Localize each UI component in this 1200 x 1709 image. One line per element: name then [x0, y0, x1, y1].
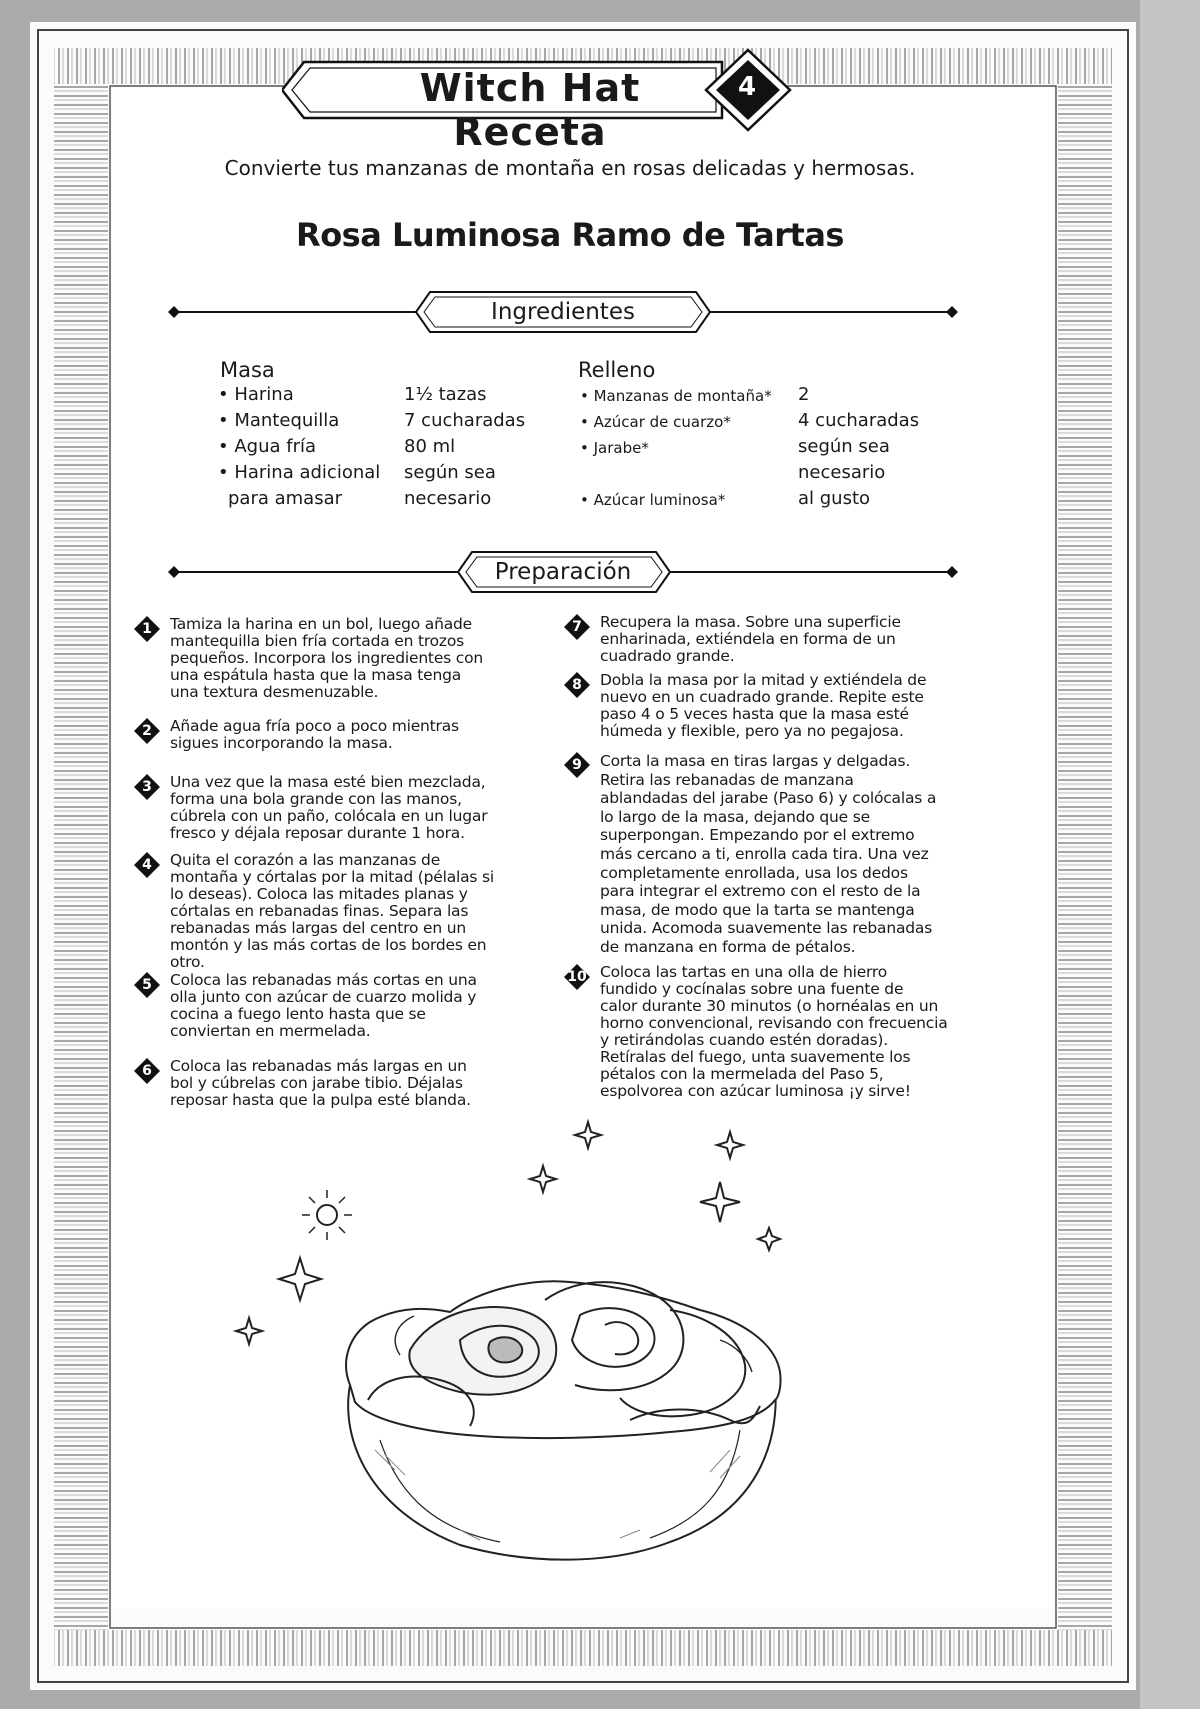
relleno-heading: Relleno	[578, 358, 656, 382]
masa-item-name: • Harina	[218, 384, 294, 405]
step	[564, 614, 1014, 670]
relleno-item-name: • Jarabe*	[580, 439, 649, 457]
relleno-item-name: • Manzanas de montaña*	[580, 387, 772, 405]
step-number: 10	[567, 969, 587, 985]
recipe-series-title: Witch Hat Receta	[419, 66, 641, 154]
step	[134, 774, 564, 846]
step-text: Añade agua fría poco a poco mientras sigues incorporando la masa.	[170, 717, 459, 752]
relleno-item-qty: según sea	[798, 436, 890, 457]
step	[134, 616, 564, 706]
title-banner	[282, 48, 796, 154]
step-text: Dobla la masa por la mitad y extiéndela de nuevo en un cuadrado grande. Repite este paso 4 o 5 veces hasta que la masa esté húmeda y flexible, pero ya no pegajosa.	[600, 671, 927, 740]
step-number: 1	[142, 621, 152, 637]
masa-item-name-cont: para amasar	[228, 488, 343, 509]
step-number: 3	[142, 779, 152, 795]
masa-item-name: • Harina adicional	[218, 462, 381, 483]
masa-item-qty: según sea	[404, 462, 496, 483]
masa-item-name: • Agua fría	[218, 436, 317, 457]
step-number-badge	[134, 774, 160, 800]
page-edge	[1140, 0, 1200, 1709]
step	[134, 972, 564, 1044]
step	[134, 852, 564, 976]
step-number-badge	[134, 852, 160, 878]
masa-item-qty: 80 ml	[404, 436, 456, 457]
recipe-intro: Convierte tus manzanas de montaña en rosas delicadas y hermosas.	[224, 156, 916, 180]
step-number-badge	[564, 752, 590, 778]
step-text: Coloca las tartas en una olla de hierro fundido y cocínalas sobre una fuente de calor durante 30 minutos (o hornéalas en un horno convencional, revisando con frecuencia y retirándolas cuando estén doradas). Retíralas del fuego, unta suavemente los pétalos con la mermelada del Paso 5, espolvorea con azúcar luminosa ¡y sirve!	[600, 963, 948, 1100]
preparation-heading: Preparación	[494, 559, 632, 585]
recipe-name: Rosa Luminosa Ramo de Tartas	[296, 216, 844, 254]
step-text: Corta la masa en tiras largas y delgadas. Retira las rebanadas de manzana ablandadas del jarabe (Paso 6) y colócalas a lo largo de la masa, dejando que se superpongan. Empezando por el extremo más cercano a ti, enrolla cada tira. Una vez completamente enrollada, usa los dedos para integrar el extremo con el resto de la masa, de modo que la tarta se mantenga unida. Acomoda suavemente las rebanadas de manzana en forma de pétalos.	[600, 752, 937, 956]
step-text: Coloca las rebanadas más largas en un bol y cúbrelas con jarabe tibio. Déjalas reposar hasta que la pulpa esté blanda.	[170, 1057, 471, 1109]
step-number: 4	[142, 857, 152, 873]
ingredients-heading: Ingredientes	[491, 299, 635, 325]
step-number-badge	[134, 718, 160, 744]
relleno-item-qty: al gusto	[798, 488, 871, 509]
step-text: Coloca las rebanadas más cortas en una olla junto con azúcar de cuarzo molida y cocina a fuego lento hasta que se conviertan en mermelada.	[170, 971, 477, 1040]
relleno-item-qty: 2	[798, 384, 810, 405]
step-number: 2	[142, 723, 152, 739]
step	[564, 752, 1014, 956]
recipe-number: 4	[737, 72, 757, 102]
step-text: Una vez que la masa esté bien mezclada, forma una bola grande con las manos, cúbrela con un paño, colócala en un lugar fresco y déjala reposar durante 1 hora.	[170, 773, 488, 842]
step	[564, 964, 1034, 1106]
rose-tart-illustration	[200, 1110, 1000, 1570]
relleno-item-name: • Azúcar de cuarzo*	[580, 413, 731, 431]
relleno-item-qty-cont: necesario	[798, 462, 886, 483]
step-number-badge	[134, 1058, 160, 1084]
step-text: Quita el corazón a las manzanas de montaña y córtalas por la mitad (pélalas si lo deseas). Coloca las mitades planas y córtalas en rebanadas finas. Separa las rebanadas más largas del centro en un montón y las más cortas de los bordes en otro.	[170, 851, 495, 971]
step	[564, 672, 1014, 744]
step-number-badge	[564, 614, 590, 640]
step-number-badge	[134, 616, 160, 642]
relleno-item-name: • Azúcar luminosa*	[580, 491, 726, 509]
step	[134, 718, 564, 758]
step-number: 7	[572, 619, 582, 635]
relleno-item-qty: 4 cucharadas	[798, 410, 920, 431]
step-number: 5	[142, 977, 152, 993]
masa-item-qty: 1½ tazas	[404, 384, 487, 405]
masa-heading: Masa	[220, 358, 275, 382]
step	[134, 1058, 564, 1114]
step-number: 6	[142, 1063, 152, 1079]
step-text: Recupera la masa. Sobre una superficie enharinada, extiéndela en forma de un cuadrado grande.	[600, 613, 901, 665]
masa-item-qty-cont: necesario	[404, 488, 492, 509]
step-number-badge	[134, 972, 160, 998]
preparation-divider	[168, 550, 958, 594]
step-number: 9	[572, 757, 582, 773]
step-number: 8	[572, 677, 582, 693]
ingredients-divider	[168, 290, 958, 334]
step-number-badge	[564, 672, 590, 698]
step-number-badge	[564, 964, 590, 990]
step-text: Tamiza la harina en un bol, luego añade mantequilla bien fría cortada en trozos pequeños. Incorpora los ingredientes con una espátula hasta que la masa tenga una textura desmenuzable.	[170, 615, 483, 701]
masa-item-name: • Mantequilla	[218, 410, 340, 431]
masa-item-qty: 7 cucharadas	[404, 410, 526, 431]
